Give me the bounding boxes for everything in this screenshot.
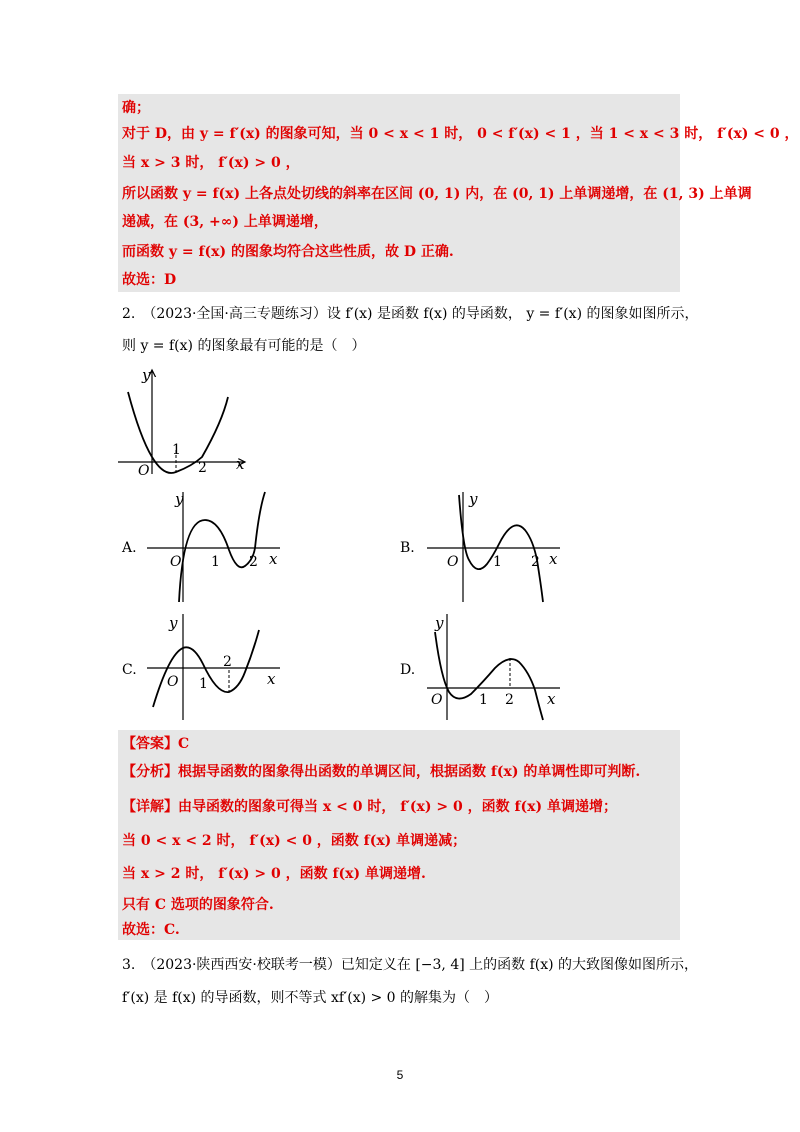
- x-label: x: [236, 455, 245, 473]
- svg-text:1: 1: [479, 692, 488, 708]
- svg-text:O: O: [170, 554, 182, 570]
- solution2-line-4: 当 0 < x < 2 时， f′(x) < 0 ，函数 f(x) 单调递减；: [122, 833, 467, 849]
- solution1-line-1: 确；: [122, 100, 150, 116]
- svg-text:x: x: [267, 670, 276, 688]
- tick-label-1: 1: [172, 442, 181, 458]
- tick-label-2: 2: [198, 460, 207, 476]
- solution1-line-5: 递减，在 (3, +∞) 上单调递增，: [122, 214, 328, 230]
- solution2-line-6: 只有 C 选项的图象符合.: [122, 897, 274, 913]
- option-a-curve: [179, 492, 265, 602]
- page-number: 5: [396, 1068, 404, 1082]
- solution1-line-2: 对于 D，由 y = f′(x) 的图象可知，当 0 < x < 1 时， 0 < f′(x) < 1 ，当 1 < x < 3 时， f′(x) < 0 ，: [122, 126, 799, 142]
- svg-text:x: x: [547, 690, 556, 708]
- svg-text:x: x: [269, 550, 278, 568]
- svg-text:2: 2: [531, 554, 540, 570]
- solution2-answer: 【答案】C: [122, 736, 190, 752]
- origin-label: O: [138, 463, 150, 478]
- solution1-line-6: 而函数 y = f(x) 的图象均符合这些性质，故 D 正确.: [122, 244, 454, 260]
- svg-text:x: x: [549, 550, 558, 568]
- question3-line-1: 3. （2023·陕西西安·校联考一模）已知定义在 [−3, 4] 上的函数 f(x) 的大致图像如图所示，: [122, 957, 699, 973]
- option-d-label: D.: [400, 662, 416, 678]
- svg-text:O: O: [431, 692, 443, 708]
- solution2-line-5: 当 x > 2 时， f′(x) > 0 ，函数 f(x) 单调递增.: [122, 866, 426, 882]
- svg-text:y: y: [435, 614, 444, 632]
- svg-text:1: 1: [211, 554, 220, 570]
- solution2-analysis: 【分析】根据导函数的图象得出函数的单调区间，根据函数 f(x) 的单调性即可判断.: [122, 764, 641, 780]
- question3-line-2: f′(x) 是 f(x) 的导函数，则不等式 xf′(x) > 0 的解集为（ ）: [122, 990, 499, 1006]
- svg-text:2: 2: [249, 554, 258, 570]
- svg-text:y: y: [175, 490, 184, 508]
- svg-text:y: y: [469, 490, 478, 508]
- option-a-label: A.: [122, 540, 137, 556]
- question2-line-2: 则 y = f(x) 的图象最有可能的是（ ）: [122, 338, 366, 354]
- option-d-curve: [435, 632, 543, 720]
- svg-text:1: 1: [493, 554, 502, 570]
- svg-text:O: O: [447, 554, 459, 570]
- solution1-line-4: 所以函数 y = f(x) 上各点处切线的斜率在区间 (0, 1) 内，在 (0, 1) 上单调递增，在 (1, 3) 上单调: [122, 186, 752, 202]
- option-a-graph[interactable]: [145, 490, 285, 605]
- question2-line-1: 2. （2023·全国·高三专题练习）设 f′(x) 是函数 f(x) 的导函数， y = f′(x) 的图象如图所示，: [122, 306, 699, 322]
- option-b-graph[interactable]: [425, 490, 565, 605]
- derivative-graph: [110, 362, 260, 478]
- svg-text:2: 2: [505, 692, 514, 708]
- y-label: y: [142, 366, 151, 384]
- svg-text:y: y: [169, 614, 178, 632]
- svg-text:2: 2: [223, 654, 232, 670]
- option-b-label: B.: [400, 540, 415, 556]
- svg-text:O: O: [167, 674, 179, 690]
- option-d-graph[interactable]: [425, 612, 565, 722]
- solution1-line-3: 当 x > 3 时， f′(x) > 0 ，: [122, 155, 300, 171]
- solution1-line-7: 故选：D: [122, 272, 177, 288]
- option-c-label: C.: [122, 662, 137, 678]
- option-c-graph[interactable]: [145, 612, 285, 722]
- derivative-curve: [128, 392, 228, 473]
- solution2-line-7: 故选：C.: [122, 922, 180, 938]
- solution2-detail: 【详解】由导函数的图象可得当 x < 0 时， f′(x) > 0 ，函数 f(x) 单调递增；: [122, 799, 617, 815]
- svg-text:1: 1: [199, 676, 208, 692]
